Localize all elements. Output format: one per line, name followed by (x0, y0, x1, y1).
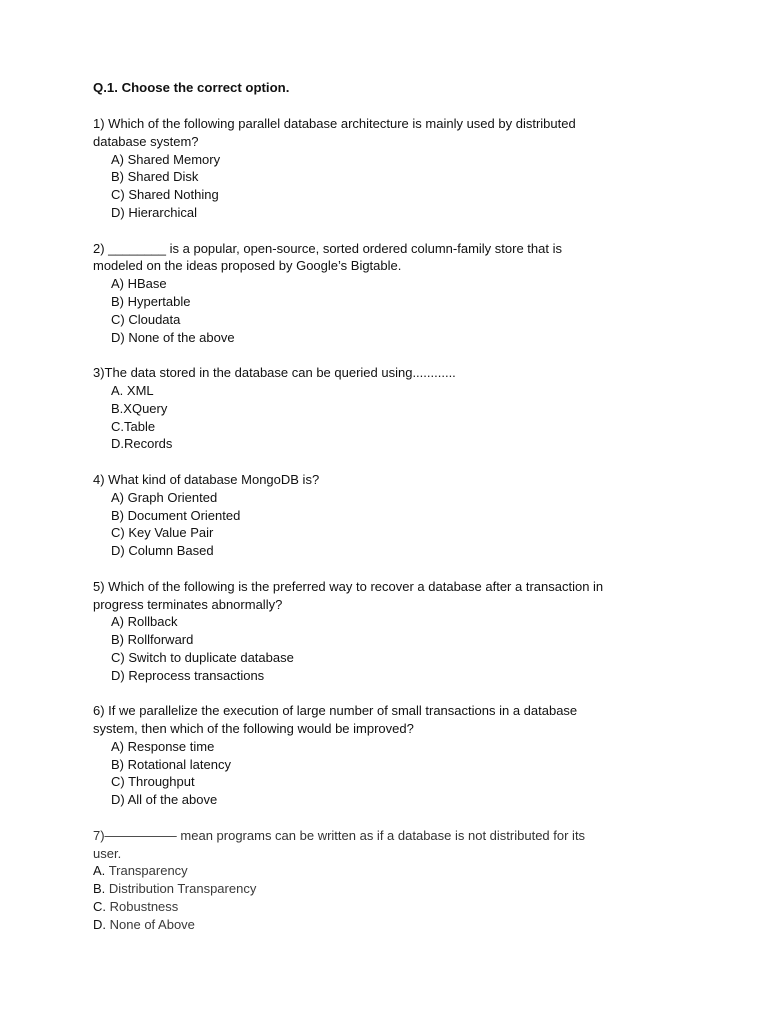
question-2 (93, 240, 768, 347)
option-b: B.XQuery (111, 400, 168, 416)
question-3 (93, 364, 768, 453)
option-a: A) HBase (111, 276, 167, 292)
question-text: 4) What kind of database MongoDB is? (93, 471, 320, 487)
option-letter: A. (93, 863, 106, 879)
option-letter: D. (93, 916, 106, 932)
question-7 (93, 827, 768, 934)
question-text: 7)—————– mean programs can be written as if a database is not distributed for its user. (93, 827, 589, 861)
option-text: Robustness (109, 899, 179, 915)
option-a: A) Shared Memory (111, 151, 221, 167)
option-c: C.Table (111, 418, 156, 434)
option-b (93, 880, 768, 898)
option-d: D) None of the above (111, 329, 235, 345)
question-text: 1) Which of the following parallel database architecture is mainly used by distributed database system? (93, 116, 580, 149)
question-text: 3)The data stored in the database can be queried using............ (93, 365, 456, 381)
option-letter: B. (93, 881, 106, 897)
option-text: Distribution Transparency (108, 881, 257, 897)
option-c: C) Cloudata (111, 311, 181, 327)
option-c: C) Key Value Pair (111, 525, 214, 541)
option-c: C) Switch to duplicate database (111, 649, 294, 665)
question-text: 2) ________ is a popular, open-source, sorted ordered column-family store that is modeled on the ideas proposed by Google’s Bigtable. (93, 240, 566, 274)
option-b: B) Rollforward (111, 632, 194, 648)
option-b: B) Shared Disk (111, 169, 199, 185)
question-text: 5) Which of the following is the preferred way to recover a database after a transaction in progress terminates abnormally? (93, 578, 607, 612)
option-c: C) Throughput (111, 774, 195, 790)
option-a: A) Rollback (111, 614, 178, 630)
question-6 (93, 702, 768, 809)
option-d: D) Hierarchical (111, 204, 197, 220)
option-d (93, 916, 768, 934)
option-a: A. XML (111, 382, 154, 398)
option-d: D) Reprocess transactions (111, 667, 265, 683)
option-a: A) Response time (111, 738, 215, 754)
option-text: Transparency (108, 863, 188, 879)
option-b: B) Hypertable (111, 293, 191, 309)
option-text: None of Above (109, 916, 195, 932)
option-d: D) Column Based (111, 543, 214, 559)
option-c: C) Shared Nothing (111, 187, 219, 203)
option-c (93, 898, 768, 916)
option-a: A) Graph Oriented (111, 489, 218, 505)
question-5 (93, 578, 768, 685)
question-4 (93, 471, 768, 560)
option-d: D.Records (111, 436, 173, 452)
question-text: 6) If we parallelize the execution of large number of small transactions in a database system, then which of the following would be improved? (93, 703, 581, 737)
section-heading: Q.1. Choose the correct option. (93, 80, 290, 95)
option-b: B) Rotational latency (111, 756, 231, 772)
option-d: D) All of the above (111, 792, 218, 808)
option-b: B) Document Oriented (111, 507, 241, 523)
option-a (93, 862, 768, 880)
question-1 (93, 115, 768, 222)
option-letter: C. (93, 899, 106, 915)
